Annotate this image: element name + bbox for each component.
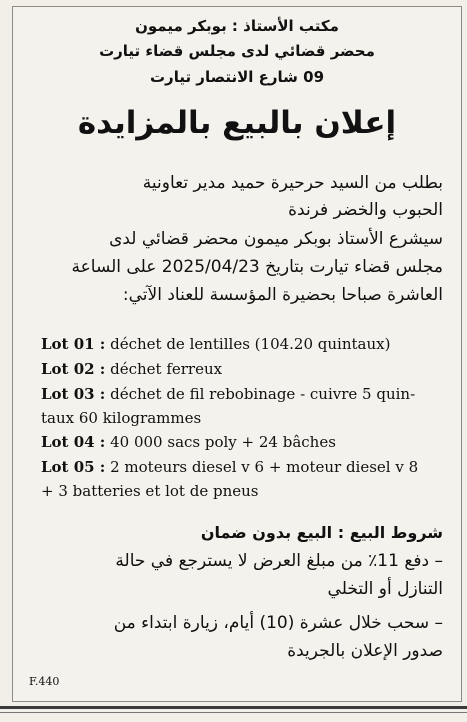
lot-text: déchet de fil rebobinage - cuivre 5 quin- bbox=[105, 385, 416, 403]
body-line: مجلس قضاء تيارت بتاريخ 2025/04/23 على الساعة bbox=[71, 257, 443, 277]
lot-label: Lot 01 : bbox=[41, 335, 106, 353]
lot-line bbox=[41, 335, 390, 353]
lot-text: déchet de lentilles (104.20 quintaux) bbox=[105, 335, 391, 353]
announcement-title: إعلان بالبيع بالمزايدة bbox=[77, 105, 397, 141]
lot-line bbox=[41, 360, 222, 378]
lot-label: Lot 04 : bbox=[41, 433, 106, 451]
condition-line: صدور الإعلان بالجريدة bbox=[287, 641, 443, 661]
bottom-rule-thin bbox=[0, 712, 467, 713]
body-line: بطلب من السيد حرحيرة حميد مدير تعاونية bbox=[142, 173, 443, 193]
body-line: الحبوب والخضر فرندة bbox=[288, 200, 443, 220]
announcement-frame bbox=[12, 6, 462, 702]
lot-line bbox=[41, 458, 418, 476]
lot-text: + 3 batteries et lot de pneus bbox=[41, 482, 259, 500]
lot-text: 2 moteurs diesel v 6 + moteur diesel v 8 bbox=[105, 458, 419, 476]
condition-line: – سحب خلال عشرة (10) أيام، زيارة ابتداء من bbox=[113, 613, 443, 633]
lot-text: taux 60 kilogrammes bbox=[41, 409, 202, 427]
lot-text: 40 000 sacs poly + 24 bâches bbox=[105, 433, 336, 451]
lot-label: Lot 05 : bbox=[41, 458, 106, 476]
lot-line bbox=[41, 433, 336, 451]
lot-line bbox=[41, 409, 201, 427]
body-line: سيشرع الأستاذ بوبكر ميمون محضر قضائي لدى bbox=[109, 229, 443, 249]
reference-code: F.440 bbox=[29, 675, 60, 688]
office-title: محضر قضائي لدى مجلس قضاء تيارت bbox=[99, 42, 375, 60]
condition-line: التنازل أو التخلي bbox=[327, 579, 443, 599]
body-line: العاشرة صباحا بحضيرة المؤسسة للعناد الآتي: bbox=[122, 285, 443, 305]
bottom-rule bbox=[0, 706, 467, 709]
lot-line bbox=[41, 385, 415, 403]
condition-line: – دفع 11٪ من مبلغ العرض لا يسترجع في حالة bbox=[115, 551, 443, 571]
office-address: 09 شارع الانتصار تيارت bbox=[149, 68, 325, 86]
lot-label: Lot 03 : bbox=[41, 385, 106, 403]
lot-text: déchet ferreux bbox=[105, 360, 223, 378]
conditions-title: شروط البيع : البيع بدون ضمان bbox=[200, 523, 443, 542]
lot-label: Lot 02 : bbox=[41, 360, 106, 378]
office-name: مكتب الأستاذ : بوبكر ميمون bbox=[135, 17, 339, 35]
lot-line bbox=[41, 482, 258, 500]
